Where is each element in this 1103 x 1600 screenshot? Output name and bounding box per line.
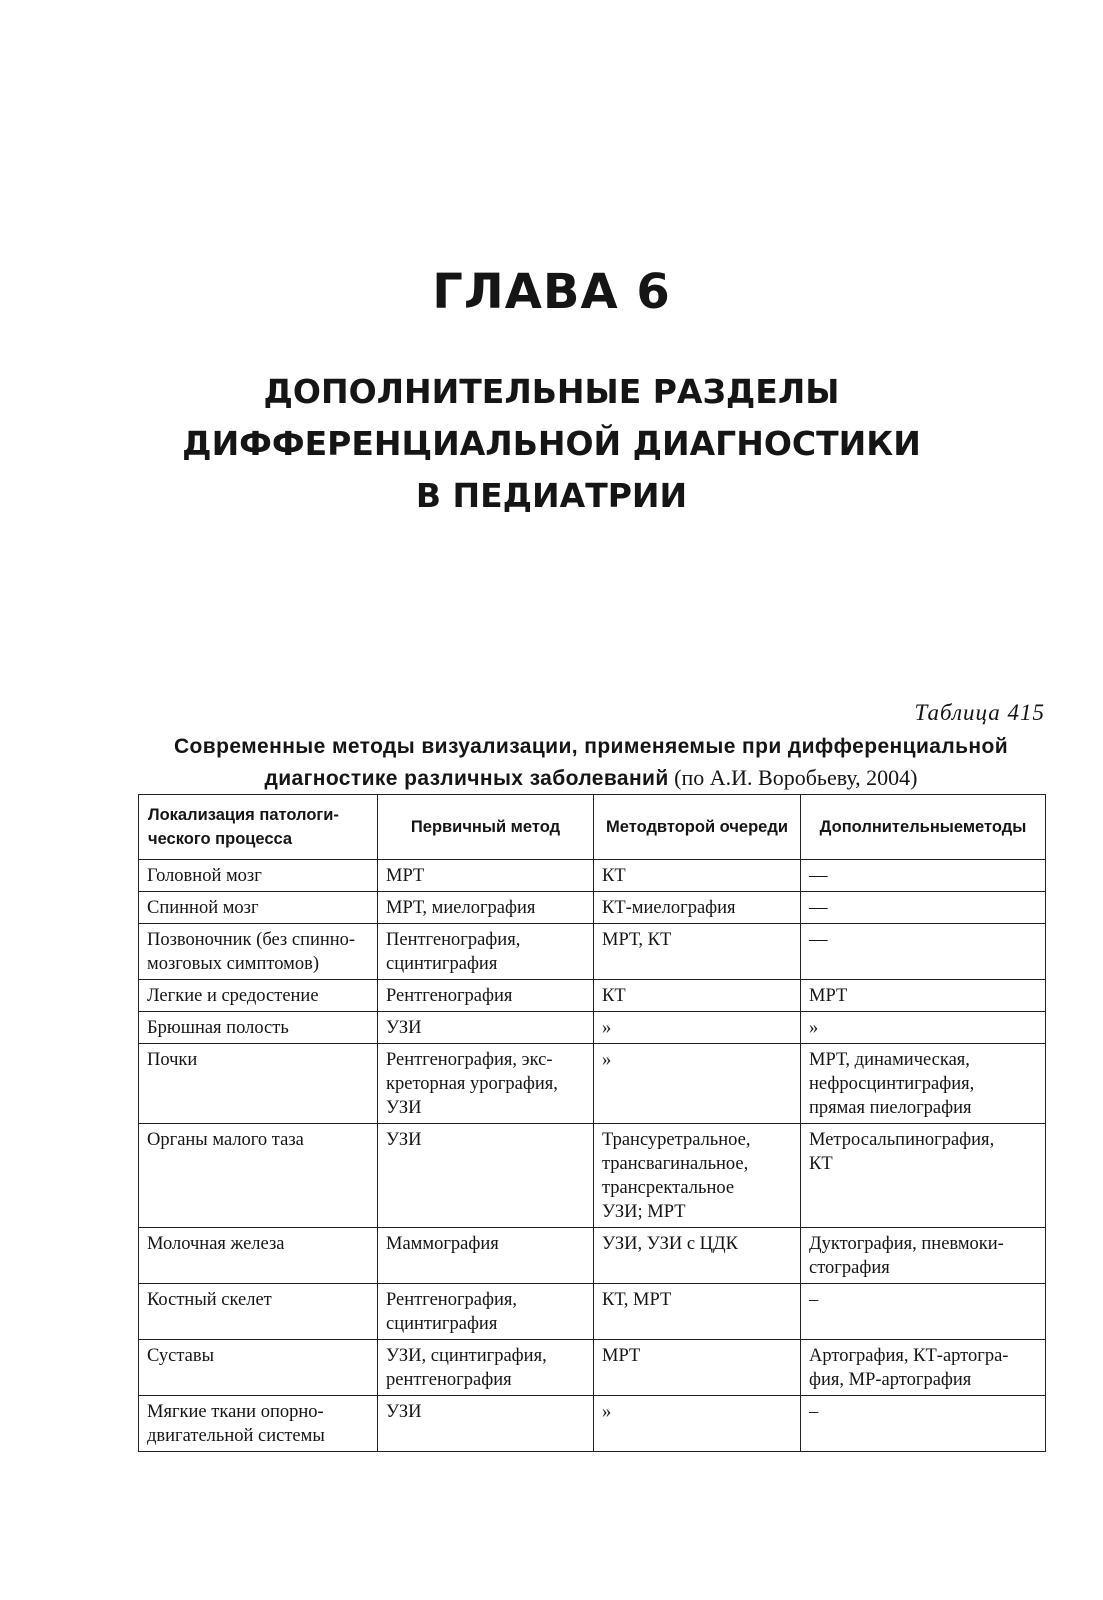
cell-line: Спинной мозг [147, 898, 259, 918]
table-row [139, 860, 1046, 892]
table-row [139, 1012, 1046, 1044]
header-line: методы [962, 818, 1027, 836]
methods-table [138, 794, 1046, 1452]
cell-line: трансвагинальное, [602, 1154, 749, 1174]
table-row [139, 1228, 1046, 1284]
cell-line: Костный скелет [147, 1290, 272, 1310]
cell-line: УЗИ, сцинтиграфия, [386, 1346, 547, 1366]
cell-line: Рентгенография, [386, 1290, 518, 1310]
cell-line: – [809, 1290, 819, 1310]
chapter-title-line: ДОПОЛНИТЕЛЬНЫЕ РАЗДЕЛЫ [263, 372, 840, 411]
table-row [139, 1044, 1046, 1124]
table-cell [801, 892, 1046, 924]
chapter-title-line: В ПЕДИАТРИИ [415, 476, 688, 515]
cell-line: Головной мозг [147, 866, 262, 886]
cell-line: прямая пиелография [809, 1098, 972, 1118]
cell-line: — [809, 866, 828, 886]
table-cell [378, 1044, 594, 1124]
table-cell [378, 1396, 594, 1452]
table-cell [801, 980, 1046, 1012]
cell-line: КТ [602, 866, 626, 886]
table-cell [378, 980, 594, 1012]
cell-line: Метросальпинография, [809, 1130, 995, 1150]
cell-line: Органы малого таза [147, 1130, 304, 1150]
cell-line: МРТ [386, 866, 425, 886]
cell-line: фия, МР-артография [809, 1370, 972, 1390]
cell-line: Артография, КТ-артогра- [809, 1346, 1009, 1366]
cell-line: Позвоночник (без спинно- [147, 930, 356, 950]
cell-line: — [809, 930, 828, 950]
table-cell [801, 1228, 1046, 1284]
table-cell [378, 1340, 594, 1396]
table-body [139, 860, 1046, 1452]
table-cell [378, 924, 594, 980]
table-cell [801, 1044, 1046, 1124]
cell-line: Почки [147, 1050, 198, 1070]
header-line: Дополнительные [819, 818, 963, 836]
table-cell [378, 892, 594, 924]
header-line: Локализация патологи- [148, 806, 339, 824]
cell-line: УЗИ; МРТ [602, 1202, 686, 1222]
table-cell [594, 1012, 801, 1044]
cell-line: Брюшная полость [147, 1018, 289, 1038]
table-cell [378, 1012, 594, 1044]
cell-line: МРТ [809, 986, 848, 1006]
table-row [139, 1340, 1046, 1396]
table-cell [378, 1284, 594, 1340]
cell-line: двигательной системы [147, 1426, 325, 1446]
table-cell [139, 924, 378, 980]
cell-line: УЗИ [386, 1098, 422, 1118]
table-cell [801, 1340, 1046, 1396]
cell-line: УЗИ, УЗИ с ЦДК [602, 1234, 738, 1254]
table-cell [139, 1396, 378, 1452]
cell-line: сцинтиграфия [386, 954, 498, 974]
table-cell [801, 1396, 1046, 1452]
table-cell [594, 1340, 801, 1396]
cell-line: – [809, 1402, 819, 1422]
table-cell [594, 1396, 801, 1452]
table-cell [378, 1228, 594, 1284]
header-additional-methods [801, 795, 1046, 860]
table-cell [139, 980, 378, 1012]
cell-line: Мягкие ткани опорно- [147, 1402, 324, 1422]
header-line: ческого процесса [148, 830, 293, 848]
table-row [139, 980, 1046, 1012]
cell-line: УЗИ [386, 1018, 422, 1038]
table-row [139, 1124, 1046, 1228]
table-cell [801, 924, 1046, 980]
cell-line: УЗИ [386, 1402, 422, 1422]
cell-line: Маммография [386, 1234, 499, 1254]
cell-line: нефросцинтиграфия, [809, 1074, 975, 1094]
table-cell [594, 1228, 801, 1284]
table-cell [378, 860, 594, 892]
header-second-method [594, 795, 801, 860]
cell-line: МРТ, динамическая, [809, 1050, 970, 1070]
table-cell [801, 1284, 1046, 1340]
cell-line: » [809, 1018, 819, 1038]
cell-line: Суставы [147, 1346, 215, 1366]
header-line: Первичный метод [410, 818, 561, 836]
table-cell [139, 1228, 378, 1284]
header-line: Метод [606, 818, 657, 836]
table-cell [139, 860, 378, 892]
cell-line: рентгенография [386, 1370, 512, 1390]
cell-line: Дуктография, пневмоки- [809, 1234, 1004, 1254]
table-row [139, 1284, 1046, 1340]
chapter-title-line: ДИФФЕРЕНЦИАЛЬНОЙ ДИАГНОСТИКИ [182, 424, 921, 463]
cell-line: трансректальное [602, 1178, 735, 1198]
header-localization [139, 795, 378, 860]
cell-line: УЗИ [386, 1130, 422, 1150]
table-number: Таблица 415 [914, 700, 1045, 725]
cell-line: КТ-миелография [602, 898, 736, 918]
table-cell [594, 1284, 801, 1340]
cell-line: сцинтиграфия [386, 1314, 498, 1334]
table-cell [594, 892, 801, 924]
cell-line: КТ, МРТ [602, 1290, 672, 1310]
table-cell [139, 892, 378, 924]
cell-line: Пентгенография, [386, 930, 521, 950]
header-primary-method [378, 795, 594, 860]
cell-line: МРТ, КТ [602, 930, 672, 950]
table-cell [139, 1340, 378, 1396]
table-cell [378, 1124, 594, 1228]
cell-line: Легкие и средостение [147, 986, 319, 1006]
table-cell [801, 1012, 1046, 1044]
table-cell [801, 1124, 1046, 1228]
cell-line: Трансуретральное, [602, 1130, 751, 1150]
table-cell [594, 1044, 801, 1124]
cell-line: МРТ, миелография [386, 898, 536, 918]
table-caption [138, 731, 1044, 794]
cell-line: — [809, 898, 828, 918]
cell-line: мозговых симптомов) [147, 954, 319, 974]
table-cell [594, 860, 801, 892]
caption-line: Современные методы визуализации, применяемые при дифференциальной [173, 735, 1009, 758]
cell-line: Молочная железа [147, 1234, 285, 1254]
table-cell [139, 1284, 378, 1340]
cell-line: МРТ [602, 1346, 641, 1366]
cell-line: Рентгенография [386, 986, 513, 1006]
cell-line: КТ [809, 1154, 833, 1174]
header-line: второй очереди [656, 818, 788, 836]
cell-line: » [602, 1018, 612, 1038]
table-cell [594, 924, 801, 980]
cell-line: креторная урография, [386, 1074, 558, 1094]
caption-source: (по А.И. Воробьеву, 2004) [674, 765, 918, 790]
cell-line: » [602, 1402, 612, 1422]
cell-line: Рентгенография, экс- [386, 1050, 553, 1070]
caption-line: диагностике различных заболеваний [264, 767, 669, 790]
table-cell [594, 1124, 801, 1228]
chapter-heading: ГЛАВА 6 [432, 264, 671, 320]
table-row [139, 924, 1046, 980]
table-row [139, 892, 1046, 924]
cell-line: КТ [602, 986, 626, 1006]
table-header-row [139, 795, 1046, 860]
chapter-title [0, 366, 1103, 522]
table-cell [139, 1044, 378, 1124]
cell-line: » [602, 1050, 612, 1070]
table-cell [594, 980, 801, 1012]
cell-line: стография [809, 1258, 890, 1278]
table-cell [801, 860, 1046, 892]
table-cell [139, 1012, 378, 1044]
table-cell [139, 1124, 378, 1228]
table-row [139, 1396, 1046, 1452]
